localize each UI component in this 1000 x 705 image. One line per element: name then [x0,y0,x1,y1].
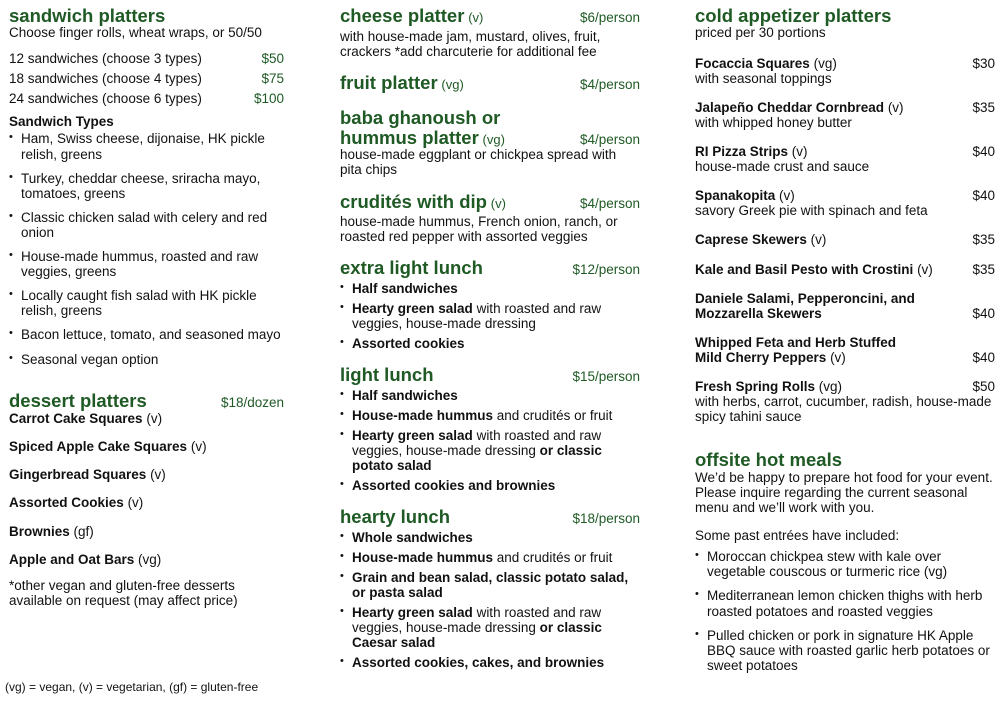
column-right [695,6,995,705]
dessert-item: Apple and Oat Bars (vg) [9,551,162,567]
cheese-platter-tag: (v) [468,10,484,25]
entree-item: • Pulled chicken or pork in signature HK Apple BBQ sauce with roasted garlic herb potatoes or sweet potatoes [695,628,995,673]
sandwich-platters-section [9,6,287,367]
sandwich-types-list [9,131,287,366]
appetizer-price: $35 [972,261,995,277]
hearty-lunch-price: $18/person [572,511,640,527]
appetizer-desc: with whipped honey butter [695,114,852,130]
cheese-platter-section [340,6,640,59]
lunch-item: • Hearty green salad with roasted and raw veggies, house-made dressing or classic potato salad [340,428,640,473]
baba-ghanoush-tag: (vg) [482,131,505,147]
sandwich-types-heading: Sandwich Types [9,114,114,130]
light-lunch-section [340,365,640,493]
crudites-desc: house-made hummus, French onion, ranch, or roasted red pepper with assorted veggies [340,214,618,245]
dessert-platters-title: dessert platters [9,389,147,411]
appetizer-price: $40 [972,143,995,159]
lunch-item: • Half sandwiches [340,281,640,296]
cheese-platter-price: $6/person [579,10,640,25]
appetizer-price: $30 [972,55,995,71]
baba-ghanoush-desc: house-made eggplant or chickpea spread with pita chips [340,147,617,178]
lunch-item: • Assorted cookies and brownies [340,478,640,493]
light-lunch-title: light lunch [340,364,434,386]
sandwich-option-price: $75 [261,70,284,86]
offsite-entrees-list [695,549,995,673]
diet-legend: (vg) = vegan, (v) = vegetarian, (gf) = gluten-free [5,680,259,694]
sandwich-type-item: • Locally caught fish salad with HK pickle relish, greens [9,288,287,318]
extra-light-lunch-list [340,281,640,351]
lunch-item: • Hearty green salad with roasted and raw veggies, house-made dressing [340,301,640,331]
sandwich-option [9,69,284,89]
dessert-platters-section [9,391,287,608]
extra-light-lunch-section [340,258,640,351]
appetizer-desc: house-made crust and sauce [695,159,870,175]
cold-appetizer-section [695,6,995,424]
fruit-platter-title: fruit platter [340,71,438,93]
entree-item: • Moroccan chickpea stew with kale over vegetable couscous or turmeric rice (vg) [695,549,995,579]
appetizer-price: $35 [972,232,995,248]
dessert-price: $18/dozen [220,394,284,410]
lunch-item: • House-made hummus and crudités or fruit [340,550,640,565]
cheese-platter-desc: with house-made jam, mustard, olives, fruit, crackers *add charcuterie for additional fee [340,28,601,59]
appetizer-price: $40 [972,305,995,321]
fruit-platter-section [340,73,640,93]
crudites-tag: (v) [490,195,506,211]
column-left [9,6,287,705]
cheese-platter-title: cheese platter [340,5,465,26]
sandwich-type-item: • Ham, Swiss cheese, dijonaise, HK pickle relish, greens [9,131,287,161]
offsite-hot-meals-section [695,450,995,673]
sandwich-type-item: • Classic chicken salad with celery and red onion [9,210,287,240]
baba-ghanoush-price: $4/person [579,131,640,147]
appetizer-item: Jalapeño Cheddar Cornbread (v) $35 with whipped honey butter [695,99,995,130]
offsite-intro: Some past entrées have included: [695,528,900,544]
appetizer-price: $35 [972,99,995,115]
sandwich-type-item: • Turkey, cheddar cheese, sriracha mayo, tomatoes, greens [9,171,287,201]
extra-light-lunch-title: extra light lunch [340,257,483,279]
crudites-price: $4/person [579,195,640,211]
appetizer-name-line2: Mozzarella Skewers [695,305,822,321]
sandwich-subtitle: Choose finger rolls, wheat wraps, or 50/50 [9,25,262,41]
hearty-lunch-title: hearty lunch [340,506,450,528]
offsite-hot-meals-title: offsite hot meals [695,449,842,471]
crudites-title: crudités with dip [340,190,487,212]
appetizer-name-line1: Daniele Salami, Pepperoncini, and [695,290,915,306]
appetizer-desc: savory Greek pie with spinach and feta [695,203,928,219]
sandwich-option-label: 12 sandwiches (choose 3 types) [9,50,202,66]
sandwich-type-item: • Bacon lettuce, tomato, and seasoned mayo [9,327,287,342]
dessert-item: Assorted Cookies (v) [9,495,144,511]
dessert-item: Carrot Cake Squares (v) [9,411,163,427]
crudites-section [340,192,640,245]
cold-appetizer-subtitle: priced per 30 portions [695,25,826,41]
fruit-platter-price: $4/person [579,76,640,92]
cold-appetizer-title: cold appetizer platters [695,5,892,26]
lunch-item: • Assorted cookies, cakes, and brownies [340,655,640,670]
dessert-header [9,391,284,410]
sandwich-option-price: $50 [261,50,284,66]
appetizer-price: $40 [972,188,995,204]
appetizer-price: $40 [972,349,995,365]
appetizer-name-line1: Whipped Feta and Herb Stuffed [695,334,896,350]
appetizer-item: Focaccia Squares (vg) $30 with seasonal toppings [695,55,995,86]
entree-item: • Mediterranean lemon chicken thighs with herb roasted potatoes and roasted veggies [695,588,995,618]
sandwich-options [9,49,287,110]
hearty-lunch-section [340,507,640,670]
lunch-item: • Half sandwiches [340,388,640,403]
sandwich-type-item: • Seasonal vegan option [9,352,287,367]
baba-ghanoush-section [340,108,640,177]
lunch-item: • Grain and bean salad, classic potato salad, or pasta salad [340,570,640,600]
lunch-item: • Assorted cookies [340,336,640,351]
sandwich-platters-title: sandwich platters [9,5,166,26]
appetizer-desc: with herbs, carrot, cucumber, radish, house-made spicy tahini sauce [695,394,992,425]
offsite-desc: We’d be happy to prepare hot food for your event. Please inquire regarding the current seasonal menu and we’ll work with you. [695,469,993,516]
appetizer-item: Fresh Spring Rolls (vg) $50 with herbs, carrot, cucumber, radish, house-made spicy tahini sauce [695,379,995,425]
appetizer-item [695,291,995,321]
appetizer-item: Caprese Skewers (v) $35 [695,232,995,248]
appetizer-item: Spanakopita (v) $40 savory Greek pie with spinach and feta [695,188,995,219]
sandwich-option [9,49,284,69]
fruit-platter-tag: (vg) [441,76,464,92]
appetizer-desc: with seasonal toppings [695,70,832,86]
hearty-lunch-list [340,530,640,671]
sandwich-type-item: • House-made hummus, roasted and raw veggies, greens [9,249,287,279]
lunch-item: • Whole sandwiches [340,530,640,545]
light-lunch-list [340,388,640,494]
dessert-item: Brownies (gf) [9,523,94,539]
lunch-item: • Hearty green salad with roasted and raw veggies, house-made dressing or classic Caesar salad [340,605,640,650]
column-middle [340,6,640,705]
lunch-item: • House-made hummus and crudités or fruit [340,408,640,423]
sandwich-option-label: 24 sandwiches (choose 6 types) [9,91,202,107]
baba-ghanoush-title-line2: hummus platter [340,126,479,148]
appetizer-item: Kale and Basil Pesto with Crostini (v) $35 [695,261,995,277]
extra-light-lunch-price: $12/person [572,262,640,278]
appetizer-price: $50 [972,379,995,395]
dessert-note: *other vegan and gluten-free desserts available on request (may affect price) [9,577,238,608]
sandwich-option [9,89,284,109]
sandwich-option-label: 18 sandwiches (choose 4 types) [9,70,202,86]
baba-ghanoush-title-line1: baba ghanoush or [340,107,501,129]
dessert-item: Spiced Apple Cake Squares (v) [9,439,207,455]
dessert-item: Gingerbread Squares (v) [9,467,166,483]
appetizer-item: RI Pizza Strips (v) $40 house-made crust and sauce [695,143,995,175]
sandwich-option-price: $100 [253,91,284,107]
appetizer-item: Whipped Feta and Herb Stuffed Mild Cherry Peppers (v) $40 [695,334,995,365]
light-lunch-price: $15/person [572,369,640,385]
